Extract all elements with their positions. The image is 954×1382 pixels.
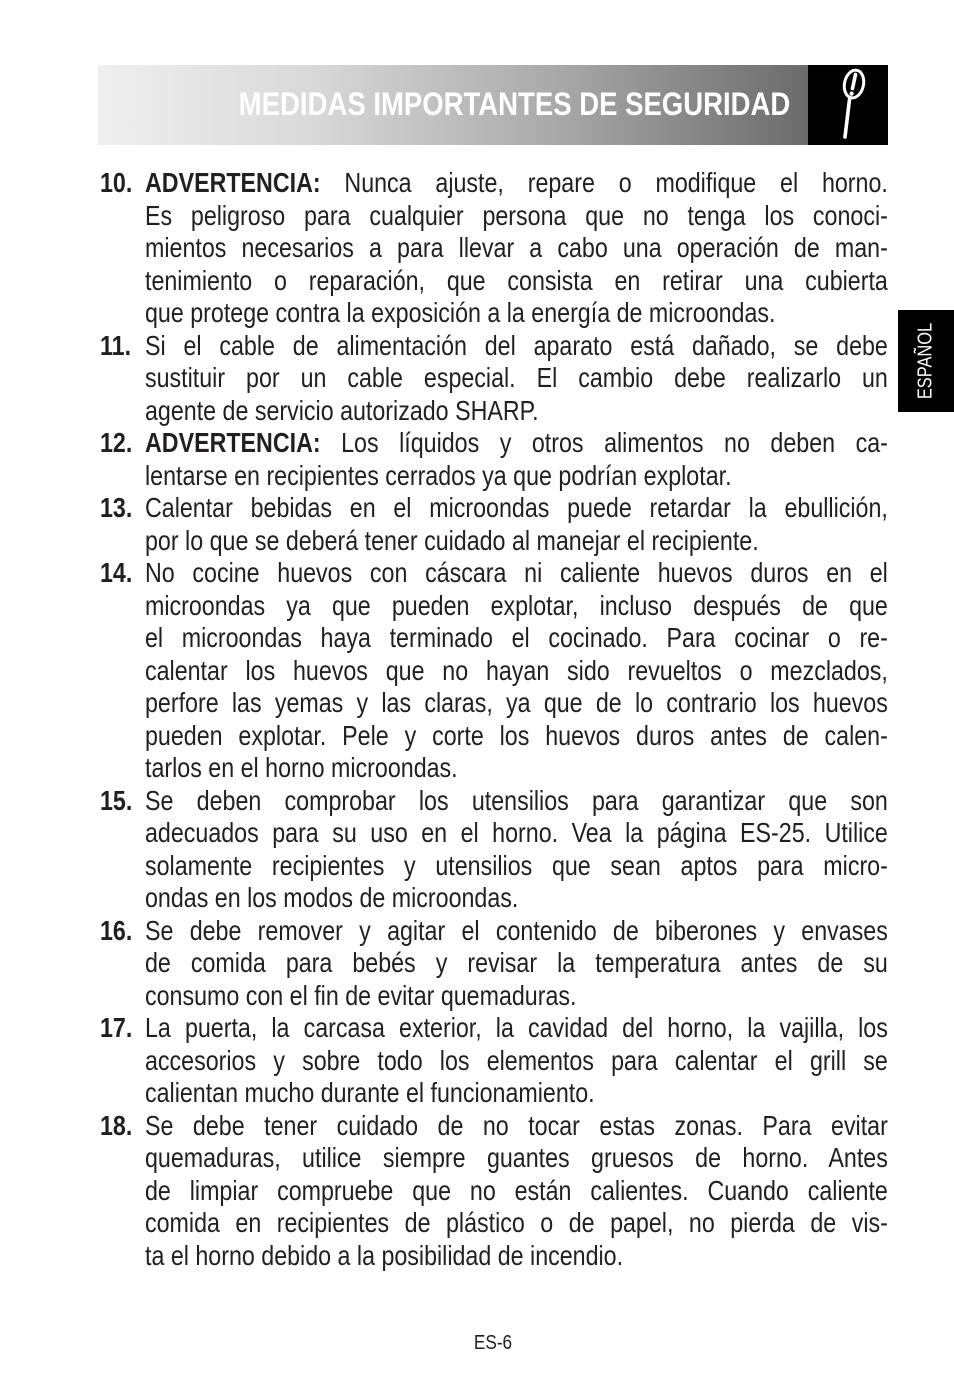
item-line: perfore las yemas y las claras, ya que de lo contrario los huevos	[145, 687, 888, 718]
item-text	[145, 167, 888, 330]
item-line: sustituir por un cable especial. El cambio debe realizarlo un	[145, 362, 888, 393]
item-number: 16.	[100, 914, 133, 946]
section-header-bar	[98, 65, 808, 145]
page-number: ES-6	[473, 1332, 513, 1354]
item-line: No cocine huevos con cáscara ni caliente huevos duros en el	[145, 557, 888, 588]
list-item	[0, 1110, 954, 1273]
item-line: Se debe remover y agitar el contenido de biberones y envases	[145, 914, 888, 946]
item-number: 12.	[100, 427, 133, 458]
item-line: Se deben comprobar los utensilios para garantizar que son	[145, 784, 888, 816]
item-number: 17.	[100, 1012, 133, 1043]
item-number: 13.	[100, 492, 133, 523]
item-line	[145, 427, 888, 460]
item-text	[145, 330, 888, 428]
item-line: comida en recipientes de plástico o de papel, no pierda de vis-	[145, 1207, 888, 1238]
item-text	[145, 1110, 888, 1273]
item-text	[145, 1012, 888, 1110]
item-line: consumo con el fin de evitar quemaduras.	[145, 979, 577, 1011]
item-text	[145, 427, 888, 492]
item-line: microondas ya que pueden explotar, incluso después de que	[145, 589, 888, 621]
item-text	[145, 785, 888, 915]
item-line: calientan mucho durante el funcionamiento.	[145, 1077, 595, 1108]
item-line: quemaduras, utilice siempre guantes gruesos de horno. Antes	[145, 1142, 888, 1173]
item-line: mientos necesarios a para llevar a cabo una operación de man-	[145, 232, 888, 263]
item-line: por lo que se deberá tener cuidado al manejar el recipiente.	[145, 524, 759, 556]
list-item	[0, 557, 954, 785]
list-item	[0, 330, 954, 428]
item-number: 14.	[100, 557, 133, 588]
item-line: de limpiar compruebe que no están calientes. Cuando caliente	[145, 1174, 888, 1206]
item-line: tarlos en el horno microondas.	[145, 752, 458, 783]
language-tab-label: ESPAÑOL	[914, 322, 937, 400]
warning-label: ADVERTENCIA:	[145, 167, 321, 198]
list-item	[0, 785, 954, 915]
list-item	[0, 427, 954, 492]
item-line: La puerta, la carcasa exterior, la cavidad del horno, la vajilla, los	[145, 1012, 888, 1043]
item-line: Se debe tener cuidado de no tocar estas zonas. Para evitar	[145, 1109, 888, 1141]
item-line	[145, 167, 888, 200]
list-item	[0, 1012, 954, 1110]
item-number: 18.	[100, 1109, 133, 1141]
item-line-text: Los líquidos y otros alimentos no deben ca-	[341, 427, 888, 458]
item-line: pueden explotar. Pele y corte los huevos duros antes de calen-	[145, 719, 888, 751]
item-line: que protege contra la exposición a la energía de microondas.	[145, 297, 776, 328]
item-number: 10.	[100, 167, 133, 198]
item-line: adecuados para su uso en el horno. Vea la página ES-25. Utilice	[145, 817, 888, 848]
list-item	[0, 492, 954, 557]
item-number: 11.	[100, 329, 132, 361]
safety-instructions-list	[0, 167, 954, 1272]
list-item	[0, 167, 954, 330]
item-line: tenimiento o reparación, que consista en retirar una cubierta	[145, 264, 888, 296]
item-line: Es peligroso para cualquier persona que no tenga los conoci-	[145, 199, 888, 231]
list-item	[0, 915, 954, 1013]
magnifier-exclamation-icon	[808, 65, 888, 145]
item-line: lentarse en recipientes cerrados ya que podrían explotar.	[145, 459, 732, 491]
item-number: 15.	[100, 784, 133, 816]
item-line: agente de servicio autorizado SHARP.	[145, 394, 539, 426]
item-line: Si el cable de alimentación del aparato está dañado, se debe	[145, 329, 888, 361]
item-line: Calentar bebidas en el microondas puede retardar la ebullición,	[145, 492, 888, 523]
warning-label: ADVERTENCIA:	[145, 427, 321, 458]
item-line: solamente recipientes y utensilios que sean aptos para micro-	[145, 849, 888, 881]
page-title: MEDIDAS IMPORTANTES DE SEGURIDAD	[238, 86, 790, 122]
item-text	[145, 557, 888, 785]
item-line: accesorios y sobre todo los elementos para calentar el grill se	[145, 1044, 888, 1076]
item-line: ta el horno debido a la posibilidad de incendio.	[145, 1239, 624, 1271]
item-line: de comida para bebés y revisar la temperatura antes de su	[145, 947, 888, 978]
item-text	[145, 915, 888, 1013]
item-line: ondas en los modos de microondas.	[145, 882, 519, 913]
item-line: el microondas haya terminado el cocinado. Para cocinar o re-	[145, 622, 888, 653]
item-line: calentar los huevos que no hayan sido revueltos o mezclados,	[145, 654, 888, 686]
item-text	[145, 492, 888, 557]
item-line-text: Nunca ajuste, repare o modifique el horno.	[344, 167, 888, 198]
